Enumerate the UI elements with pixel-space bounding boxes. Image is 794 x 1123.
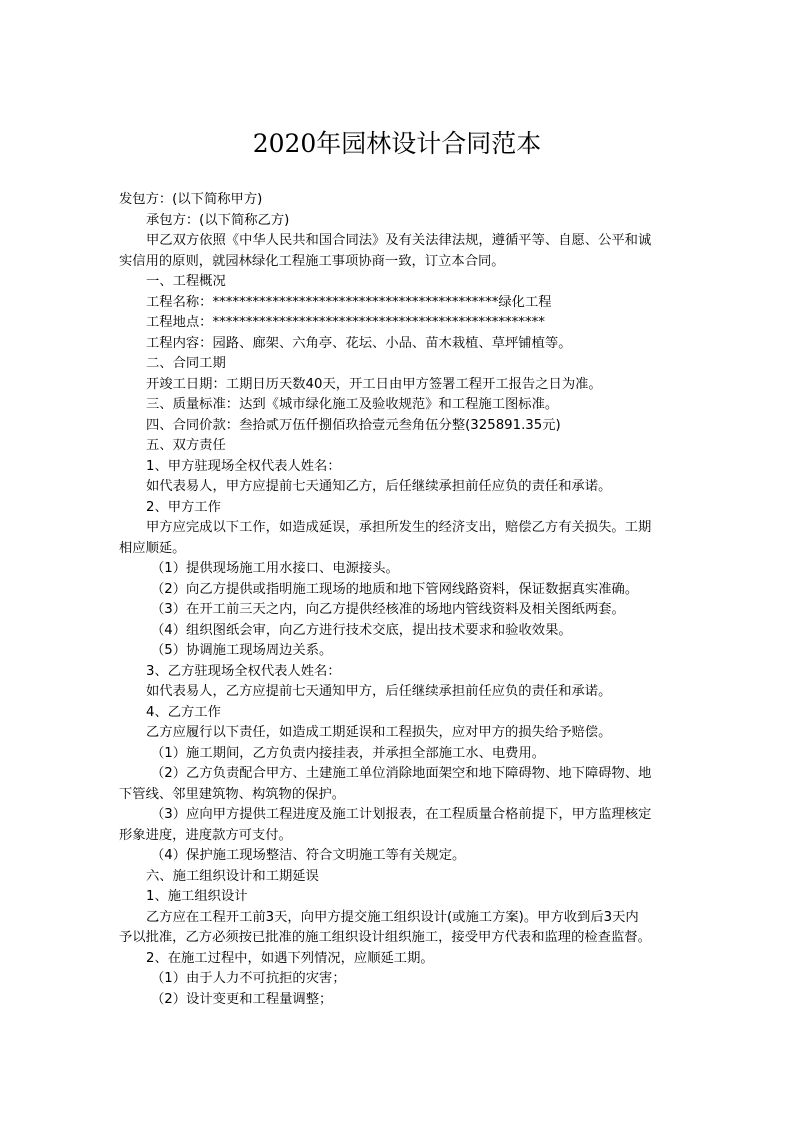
text-line: 相应顺延。 xyxy=(119,540,186,556)
text-line: 二、合同工期 xyxy=(146,356,226,371)
text-line: （4）组织图纸会审，向乙方进行技术交底，提出技术要求和验收效果。 xyxy=(151,622,572,638)
text-line: （2）乙方负责配合甲方、土建施工单位消除地面架空和地下障碍物、地下障碍物、地 xyxy=(151,766,652,781)
text-line: 如代表易人，乙方应提前七天通知甲方，后任继续承担前任应负的责任和承诺。 xyxy=(146,684,612,699)
text-line: 实信用的原则，就园林绿化工程施工事项协商一致，订立本合同。 xyxy=(119,253,505,269)
text-line: 4、乙方工作 xyxy=(146,704,221,720)
text-line: 2、在施工过程中，如遇下列情况，应顺延工期。 xyxy=(146,950,434,966)
text-line: 发包方：(以下简称甲方) xyxy=(119,192,263,207)
text-line: 四、合同价款：叁拾贰万伍仟捌佰玖拾壹元叁角伍分整(325891.35元) xyxy=(146,417,561,433)
text-line: 五、双方责任 xyxy=(146,438,226,453)
text-line: 1、施工组织设计 xyxy=(146,889,248,904)
text-line: 如代表易人，甲方应提前七天通知乙方，后任继续承担前任应负的责任和承诺。 xyxy=(146,479,612,494)
text-line: 乙方应在工程开工前3天，向甲方提交施工组织设计(或施工方案)。甲方收到后3天内 xyxy=(146,909,639,925)
text-line: 予以批准，乙方必须按已批准的施工组织设计组织施工，接受甲方代表和监理的检查监督。 xyxy=(119,930,651,945)
text-line: 六、施工组织设计和工期延误 xyxy=(146,868,319,884)
document-body xyxy=(119,190,689,1010)
text-line: 下管线、邻里建筑物、构筑物的保护。 xyxy=(119,786,346,802)
text-line: 工程名称：*******************************************绿化工程 xyxy=(146,294,552,310)
text-line: 承包方：(以下简称乙方) xyxy=(146,212,290,228)
text-line: 开竣工日期：工期日历天数40天，开工日由甲方签署工程开工报告之日为准。 xyxy=(146,376,602,392)
text-line: （3）在开工前三天之内，向乙方提供经核准的场地内管线资料及相关图纸两套。 xyxy=(151,602,625,617)
text-line: 甲方应完成以下工作，如造成延误，承担所发生的经济支出，赔偿乙方有关损失。工期 xyxy=(146,520,652,535)
text-line: 甲乙双方依照《中华人民共和国合同法》及有关法律法规，遵循平等、自愿、公平和诚 xyxy=(146,233,652,248)
text-line: （2）向乙方提供或指明施工现场的地质和地下管网线路资料，保证数据真实准确。 xyxy=(151,581,639,597)
text-line: 2、甲方工作 xyxy=(146,499,221,515)
text-line: 工程内容：园路、廊架、六角亭、花坛、小品、苗木栽植、草坪铺植等。 xyxy=(146,335,572,351)
text-line: 工程地点：************************************************** xyxy=(146,315,545,330)
text-line: （5）协调施工现场周边关系。 xyxy=(151,643,333,658)
text-line: （1）提供现场施工用水接口、电源接头。 xyxy=(151,561,399,576)
text-line: 形象进度，进度款方可支付。 xyxy=(119,827,292,843)
document-title: 2020年园林设计合同范本 xyxy=(252,129,542,158)
text-line: （3）应向甲方提供工程进度及施工计划报表，在工程质量合格前提下，甲方监理核定 xyxy=(151,807,652,822)
text-line: 乙方应履行以下责任，如造成工期延误和工程损失，应对甲方的损失给予赔偿。 xyxy=(146,725,612,740)
text-line: （1）由于人力不可抗拒的灾害； xyxy=(151,971,346,986)
text-line: 一、工程概况 xyxy=(146,274,226,289)
text-line: 3、乙方驻现场全权代表人姓名： xyxy=(146,663,341,679)
text-line: （2）设计变更和工程量调整； xyxy=(151,991,333,1007)
text-line: 1、甲方驻现场全权代表人姓名： xyxy=(146,458,341,474)
text-line: 三、质量标准：达到《城市绿化施工及验收规范》和工程施工图标准。 xyxy=(146,397,559,412)
text-line: （4）保护施工现场整洁、符合文明施工等有关规定。 xyxy=(151,848,466,863)
text-line: （1）施工期间，乙方负责内接挂表，并承担全部施工水、电费用。 xyxy=(151,745,546,761)
